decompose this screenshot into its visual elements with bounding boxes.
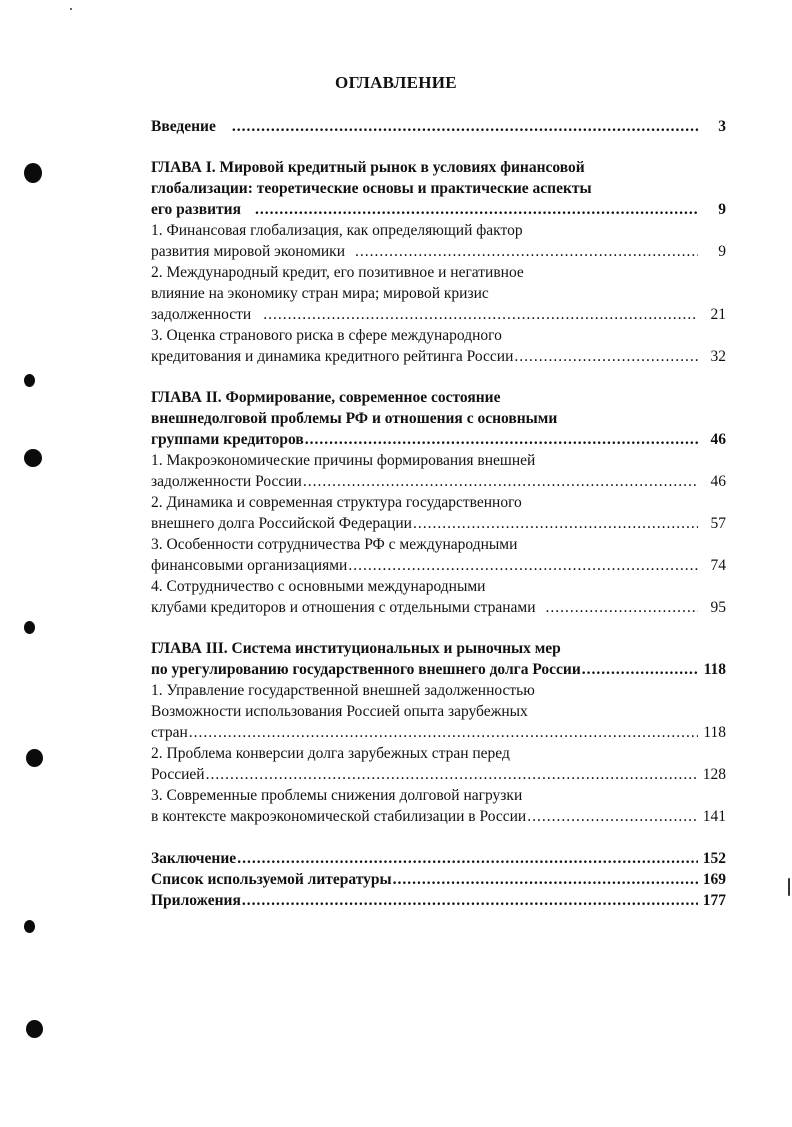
leader-dots bbox=[242, 890, 698, 911]
section-1-1-last-line: развития мировой экономики bbox=[151, 243, 345, 260]
section-2-1-page: 46 bbox=[710, 473, 726, 490]
section-3-1-line[interactable]: 1. Управление государственной внешней задолженностью bbox=[151, 682, 535, 699]
binder-hole bbox=[24, 920, 35, 933]
chapter3-entry[interactable] bbox=[151, 659, 726, 680]
leader-dots bbox=[237, 848, 698, 869]
leader-dots bbox=[206, 764, 698, 785]
section-2-3-page: 74 bbox=[710, 557, 726, 574]
chapter3-last-line: по урегулированию государственного внешнего долга России bbox=[151, 661, 581, 678]
section-1-1-line[interactable]: 1. Финансовая глобализация, как определяющий фактор bbox=[151, 222, 523, 239]
section-3-3-line[interactable]: 3. Современные проблемы снижения долговой нагрузки bbox=[151, 787, 523, 804]
section-2-4-last-line: клубами кредиторов и отношения с отдельными странами bbox=[151, 599, 536, 616]
leader-dots bbox=[514, 346, 698, 367]
section-2-4-line[interactable]: 4. Сотрудничество с основными международными bbox=[151, 578, 486, 595]
section-3-1-line[interactable]: Возможности использования Россией опыта зарубежных bbox=[151, 703, 528, 720]
chapter2-title-line[interactable]: внешнедолговой проблемы РФ и отношения с основными bbox=[151, 410, 558, 427]
chapter3-page: 118 bbox=[703, 661, 726, 678]
section-2-1-entry[interactable] bbox=[151, 471, 726, 492]
toc-intro-label: Введение bbox=[151, 118, 216, 135]
section-2-2-page: 57 bbox=[710, 515, 726, 532]
section-3-1-last-line: стран bbox=[151, 724, 188, 741]
chapter2-last-line: группами кредиторов bbox=[151, 431, 304, 448]
leader-dots bbox=[348, 555, 698, 576]
section-1-2-page: 21 bbox=[710, 306, 726, 323]
leader-dots bbox=[582, 659, 698, 680]
section-3-1-page: 118 bbox=[703, 724, 726, 741]
section-2-2-last-line: внешнего долга Российской Федерации bbox=[151, 515, 412, 532]
section-2-2-entry[interactable] bbox=[151, 513, 726, 534]
section-3-2-line[interactable]: 2. Проблема конверсии долга зарубежных стран перед bbox=[151, 745, 510, 762]
binder-hole bbox=[24, 449, 42, 467]
section-2-4-entry[interactable] bbox=[151, 597, 726, 618]
toc-bibliography-label: Список используемой литературы bbox=[151, 871, 392, 888]
toc-conclusion-label: Заключение bbox=[151, 850, 237, 867]
section-2-3-entry[interactable] bbox=[151, 555, 726, 576]
section-1-2-line[interactable]: влияние на экономику стран мира; мировой кризис bbox=[151, 285, 489, 302]
chapter1-page: 9 bbox=[718, 201, 726, 218]
section-2-1-line[interactable]: 1. Макроэкономические причины формирования внешней bbox=[151, 452, 536, 469]
chapter1-last-line: его развития bbox=[151, 201, 241, 218]
section-3-2-last-line: Россией bbox=[151, 766, 205, 783]
section-1-2-line[interactable]: 2. Международный кредит, его позитивное и негативное bbox=[151, 264, 524, 281]
section-1-1-page: 9 bbox=[718, 243, 726, 260]
binder-hole bbox=[26, 1020, 43, 1038]
section-3-2-entry[interactable] bbox=[151, 764, 726, 785]
leader-dots bbox=[413, 513, 698, 534]
section-1-3-line[interactable]: 3. Оценка странового риска в сфере международного bbox=[151, 327, 502, 344]
toc-appendices-label: Приложения bbox=[151, 892, 241, 909]
leader-dots bbox=[263, 304, 698, 325]
leader-dots bbox=[232, 116, 698, 137]
section-2-1-last-line: задолженности России bbox=[151, 473, 302, 490]
toc-bibliography-page: 169 bbox=[702, 871, 726, 888]
leader-dots bbox=[255, 199, 698, 220]
binder-hole bbox=[24, 163, 42, 183]
leader-dots bbox=[546, 597, 698, 618]
toc-intro-page: 3 bbox=[718, 118, 726, 135]
scan-speck bbox=[70, 8, 72, 10]
leader-dots bbox=[305, 429, 698, 450]
toc-bibliography[interactable] bbox=[151, 869, 726, 890]
section-2-2-line[interactable]: 2. Динамика и современная структура государственного bbox=[151, 494, 522, 511]
chapter3-title-line[interactable]: ГЛАВА III. Система институциональных и рыночных мер bbox=[151, 640, 561, 657]
section-3-1-entry[interactable] bbox=[151, 722, 726, 743]
section-2-3-last-line: финансовыми организациями bbox=[151, 557, 348, 574]
leader-dots bbox=[355, 241, 698, 262]
chapter2-entry[interactable] bbox=[151, 429, 726, 450]
toc-appendices-page: 177 bbox=[702, 892, 726, 909]
section-1-3-entry[interactable] bbox=[151, 346, 726, 367]
leader-dots bbox=[393, 869, 698, 890]
leader-dots bbox=[189, 722, 698, 743]
chapter1-title-line[interactable]: глобализации: теоретические основы и практические аспекты bbox=[151, 180, 592, 197]
chapter2-page: 46 bbox=[710, 431, 726, 448]
chapter1-entry[interactable] bbox=[151, 199, 726, 220]
scan-speck bbox=[788, 878, 790, 896]
section-1-2-last-line: задолженности bbox=[151, 306, 252, 323]
section-3-3-entry[interactable] bbox=[151, 806, 726, 827]
toc-conclusion[interactable] bbox=[151, 848, 726, 869]
section-1-2-entry[interactable] bbox=[151, 304, 726, 325]
page-title: ОГЛАВЛЕНИЕ bbox=[335, 73, 457, 92]
section-1-3-last-line: кредитования и динамика кредитного рейтинга России bbox=[151, 348, 514, 365]
toc-intro[interactable] bbox=[151, 116, 726, 137]
section-3-2-page: 128 bbox=[702, 766, 726, 783]
binder-hole bbox=[26, 749, 43, 767]
binder-hole bbox=[24, 374, 35, 387]
binder-hole bbox=[24, 621, 35, 634]
section-2-4-page: 95 bbox=[710, 599, 726, 616]
chapter2-title-line[interactable]: ГЛАВА II. Формирование, современное состояние bbox=[151, 389, 501, 406]
leader-dots bbox=[527, 806, 698, 827]
leader-dots bbox=[303, 471, 698, 492]
section-3-3-page: 141 bbox=[702, 808, 726, 825]
section-3-3-last-line: в контексте макроэкономической стабилизации в России bbox=[151, 808, 527, 825]
section-2-3-line[interactable]: 3. Особенности сотрудничества РФ с международными bbox=[151, 536, 518, 553]
toc-appendices[interactable] bbox=[151, 890, 726, 911]
chapter1-title-line[interactable]: ГЛАВА I. Мировой кредитный рынок в условиях финансовой bbox=[151, 159, 585, 176]
section-1-3-page: 32 bbox=[710, 348, 726, 365]
toc-conclusion-page: 152 bbox=[702, 850, 726, 867]
section-1-1-entry[interactable] bbox=[151, 241, 726, 262]
